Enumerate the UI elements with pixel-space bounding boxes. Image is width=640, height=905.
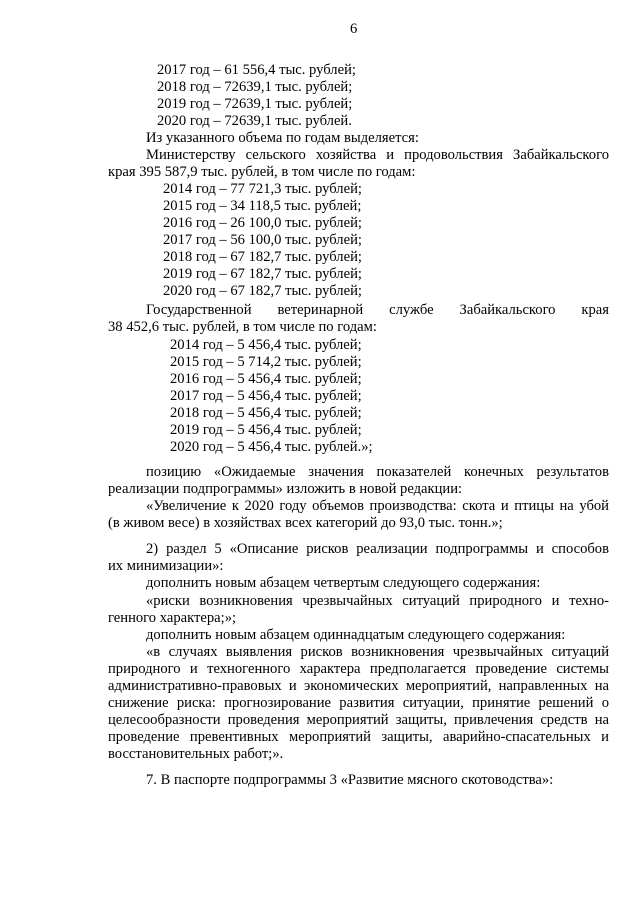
text-line: 2014 год – 5 456,4 тыс. рублей;	[170, 337, 362, 353]
text-line: 2017 год – 61 556,4 тыс. рублей;	[157, 62, 356, 78]
text-line: 2) раздел 5 «Описание рисков реализации подпрограммы и способов	[146, 541, 609, 557]
text-line: дополнить новым абзацем четвертым следующего содержания:	[146, 575, 541, 591]
text-line: 2018 год – 5 456,4 тыс. рублей;	[170, 405, 362, 421]
text-line: природного и техногенного характера предполагается проведение системы	[108, 661, 609, 677]
text-line: Из указанного объема по годам выделяется:	[146, 130, 419, 146]
text-line: 7. В паспорте подпрограммы 3 «Развитие мясного скотоводства»:	[146, 772, 554, 788]
text-line: 2015 год – 34 118,5 тыс. рублей;	[163, 198, 362, 214]
page-number: 6	[350, 21, 358, 37]
text-line: целесообразности проведения мероприятий защиты, привлечения средств на	[108, 712, 609, 728]
text-line: 2019 год – 5 456,4 тыс. рублей;	[170, 422, 362, 438]
text-line: 2016 год – 26 100,0 тыс. рублей;	[163, 215, 362, 231]
text-line: Министерству сельского хозяйства и продовольствия Забайкальского	[146, 147, 609, 163]
text-line: 2017 год – 5 456,4 тыс. рублей;	[170, 388, 362, 404]
text-line: дополнить новым абзацем одиннадцатым следующего содержания:	[146, 627, 566, 643]
text-line: 2014 год – 77 721,3 тыс. рублей;	[163, 181, 362, 197]
text-line: «риски возникновения чрезвычайных ситуаций природного и техно-	[146, 593, 609, 609]
text-line: 2018 год – 72639,1 тыс. рублей;	[157, 79, 353, 95]
text-line: 2018 год – 67 182,7 тыс. рублей;	[163, 249, 362, 265]
text-line: Государственной ветеринарной службе Забайкальского края	[146, 302, 609, 318]
text-line: 2020 год – 67 182,7 тыс. рублей;	[163, 283, 362, 299]
text-line: 2020 год – 5 456,4 тыс. рублей.»;	[170, 439, 373, 455]
text-line: 2016 год – 5 456,4 тыс. рублей;	[170, 371, 362, 387]
text-line: проведение превентивных мероприятий защиты, аварийно-спасательных и	[108, 729, 609, 745]
text-line: «в случаях выявления рисков возникновения чрезвычайных ситуаций	[146, 644, 609, 660]
text-line: генного характера;»;	[108, 610, 237, 626]
text-line: края 395 587,9 тыс. рублей, в том числе по годам:	[108, 164, 416, 180]
text-line: снижение риска: прогнозирование развития ситуации, принятие решений о	[108, 695, 609, 711]
text-line: 2017 год – 56 100,0 тыс. рублей;	[163, 232, 362, 248]
text-line: 2015 год – 5 714,2 тыс. рублей;	[170, 354, 362, 370]
text-line: позицию «Ожидаемые значения показателей конечных результатов	[146, 464, 609, 480]
text-line: их минимизации»:	[108, 558, 224, 574]
text-line: реализации подпрограммы» изложить в новой редакции:	[108, 481, 463, 497]
text-line: «Увеличение к 2020 году объемов производства: скота и птицы на убой	[146, 498, 609, 514]
text-line: 38 452,6 тыс. рублей, в том числе по годам:	[108, 319, 377, 335]
text-line: 2019 год – 67 182,7 тыс. рублей;	[163, 266, 362, 282]
text-line: 2019 год – 72639,1 тыс. рублей;	[157, 96, 353, 112]
text-line: 2020 год – 72639,1 тыс. рублей.	[157, 113, 352, 129]
text-line: административно-правовых и экономических мероприятий, направленных на	[108, 678, 609, 694]
text-line: восстановительных работ;».	[108, 746, 284, 762]
text-line: (в живом весе) в хозяйствах всех категорий до 93,0 тыс. тонн.»;	[108, 515, 503, 531]
